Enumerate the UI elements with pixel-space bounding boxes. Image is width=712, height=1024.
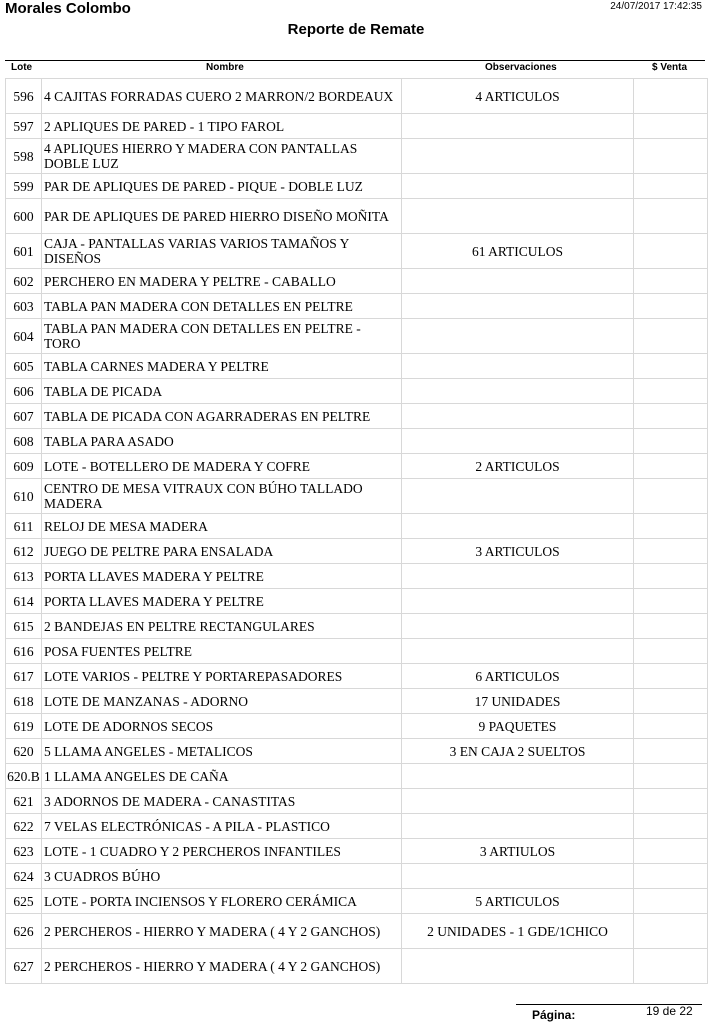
nombre-cell: PAR DE APLIQUES DE PARED HIERRO DISEÑO MOÑITA <box>42 199 402 234</box>
table-row <box>6 539 708 564</box>
lote-cell: 608 <box>6 429 42 454</box>
venta-cell <box>634 79 708 114</box>
table-row <box>6 479 708 514</box>
table-row <box>6 889 708 914</box>
table-row <box>6 839 708 864</box>
nombre-cell: 7 VELAS ELECTRÓNICAS - A PILA - PLASTICO <box>42 814 402 839</box>
column-header-venta: $ Venta <box>652 62 688 73</box>
nombre-cell: 2 APLIQUES DE PARED - 1 TIPO FAROL <box>42 114 402 139</box>
venta-cell <box>634 404 708 429</box>
table-row <box>6 454 708 479</box>
observaciones-cell: 4 ARTICULOS <box>402 79 634 114</box>
observaciones-cell <box>402 514 634 539</box>
column-header-observaciones: Observaciones <box>485 62 557 73</box>
lote-cell: 612 <box>6 539 42 564</box>
observaciones-cell <box>402 564 634 589</box>
observaciones-cell <box>402 174 634 199</box>
lote-cell: 613 <box>6 564 42 589</box>
venta-cell <box>634 479 708 514</box>
table-row <box>6 379 708 404</box>
lote-cell: 605 <box>6 354 42 379</box>
observaciones-cell <box>402 319 634 354</box>
lote-cell: 618 <box>6 689 42 714</box>
table-row <box>6 174 708 199</box>
table-row <box>6 294 708 319</box>
lote-cell: 596 <box>6 79 42 114</box>
table-row <box>6 639 708 664</box>
venta-cell <box>634 839 708 864</box>
venta-cell <box>634 789 708 814</box>
table-row <box>6 814 708 839</box>
lote-cell: 604 <box>6 319 42 354</box>
nombre-cell: LOTE - BOTELLERO DE MADERA Y COFRE <box>42 454 402 479</box>
table-row <box>6 949 708 984</box>
observaciones-cell: 17 UNIDADES <box>402 689 634 714</box>
observaciones-cell <box>402 814 634 839</box>
observaciones-cell <box>402 139 634 174</box>
venta-cell <box>634 689 708 714</box>
lote-cell: 607 <box>6 404 42 429</box>
lote-cell: 615 <box>6 614 42 639</box>
observaciones-cell: 6 ARTICULOS <box>402 664 634 689</box>
venta-cell <box>634 739 708 764</box>
venta-cell <box>634 139 708 174</box>
venta-cell <box>634 589 708 614</box>
table-row <box>6 564 708 589</box>
venta-cell <box>634 914 708 949</box>
venta-cell <box>634 269 708 294</box>
lote-cell: 609 <box>6 454 42 479</box>
nombre-cell: 4 APLIQUES HIERRO Y MADERA CON PANTALLAS DOBLE LUZ <box>42 139 402 174</box>
table-row <box>6 429 708 454</box>
observaciones-cell <box>402 379 634 404</box>
nombre-cell: PORTA LLAVES MADERA Y PELTRE <box>42 564 402 589</box>
nombre-cell: PORTA LLAVES MADERA Y PELTRE <box>42 589 402 614</box>
lote-cell: 611 <box>6 514 42 539</box>
nombre-cell: 5 LLAMA ANGELES - METALICOS <box>42 739 402 764</box>
report-title: Reporte de Remate <box>287 21 425 38</box>
observaciones-cell <box>402 864 634 889</box>
table-row <box>6 589 708 614</box>
venta-cell <box>634 564 708 589</box>
lote-cell: 619 <box>6 714 42 739</box>
venta-cell <box>634 864 708 889</box>
lote-cell: 601 <box>6 234 42 269</box>
venta-cell <box>634 199 708 234</box>
observaciones-cell: 2 ARTICULOS <box>402 454 634 479</box>
nombre-cell: CAJA - PANTALLAS VARIAS VARIOS TAMAÑOS Y DISEÑOS <box>42 234 402 269</box>
table-row <box>6 114 708 139</box>
lote-cell: 620 <box>6 739 42 764</box>
observaciones-cell <box>402 294 634 319</box>
nombre-cell: 3 CUADROS BÚHO <box>42 864 402 889</box>
lote-cell: 603 <box>6 294 42 319</box>
lote-cell: 623 <box>6 839 42 864</box>
observaciones-cell <box>402 404 634 429</box>
nombre-cell: LOTE - 1 CUADRO Y 2 PERCHEROS INFANTILES <box>42 839 402 864</box>
observaciones-cell <box>402 479 634 514</box>
table-row <box>6 664 708 689</box>
lote-cell: 627 <box>6 949 42 984</box>
nombre-cell: 2 PERCHEROS - HIERRO Y MADERA ( 4 Y 2 GANCHOS) <box>42 949 402 984</box>
table-row <box>6 714 708 739</box>
observaciones-cell: 2 UNIDADES - 1 GDE/1CHICO <box>402 914 634 949</box>
nombre-cell: RELOJ DE MESA MADERA <box>42 514 402 539</box>
auction-table-wrapper <box>5 78 707 984</box>
auction-table <box>5 78 708 984</box>
table-row <box>6 269 708 294</box>
observaciones-cell: 5 ARTICULOS <box>402 889 634 914</box>
nombre-cell: 2 BANDEJAS EN PELTRE RECTANGULARES <box>42 614 402 639</box>
header-divider <box>5 60 705 61</box>
observaciones-cell <box>402 354 634 379</box>
lote-cell: 616 <box>6 639 42 664</box>
nombre-cell: LOTE DE MANZANAS - ADORNO <box>42 689 402 714</box>
venta-cell <box>634 174 708 199</box>
venta-cell <box>634 514 708 539</box>
observaciones-cell <box>402 114 634 139</box>
lote-cell: 606 <box>6 379 42 404</box>
company-name: Morales Colombo <box>5 0 131 17</box>
nombre-cell: PAR DE APLIQUES DE PARED - PIQUE - DOBLE LUZ <box>42 174 402 199</box>
lote-cell: 598 <box>6 139 42 174</box>
observaciones-cell <box>402 199 634 234</box>
venta-cell <box>634 814 708 839</box>
observaciones-cell: 3 EN CAJA 2 SUELTOS <box>402 739 634 764</box>
venta-cell <box>634 354 708 379</box>
venta-cell <box>634 714 708 739</box>
column-header-nombre: Nombre <box>206 62 244 73</box>
observaciones-cell <box>402 429 634 454</box>
observaciones-cell: 3 ARTICULOS <box>402 539 634 564</box>
nombre-cell: TABLA DE PICADA CON AGARRADERAS EN PELTRE <box>42 404 402 429</box>
lote-cell: 624 <box>6 864 42 889</box>
observaciones-cell <box>402 949 634 984</box>
nombre-cell: TABLA DE PICADA <box>42 379 402 404</box>
venta-cell <box>634 889 708 914</box>
observaciones-cell: 3 ARTIULOS <box>402 839 634 864</box>
venta-cell <box>634 614 708 639</box>
venta-cell <box>634 294 708 319</box>
lote-cell: 621 <box>6 789 42 814</box>
venta-cell <box>634 234 708 269</box>
auction-table-body <box>6 79 708 984</box>
table-row <box>6 864 708 889</box>
nombre-cell: LOTE - PORTA INCIENSOS Y FLORERO CERÁMICA <box>42 889 402 914</box>
lote-cell: 626 <box>6 914 42 949</box>
nombre-cell: POSA FUENTES PELTRE <box>42 639 402 664</box>
nombre-cell: TABLA PAN MADERA CON DETALLES EN PELTRE <box>42 294 402 319</box>
column-header-lote: Lote <box>11 62 33 73</box>
report-datetime: 24/07/2017 17:42:35 <box>610 1 702 12</box>
nombre-cell: 4 CAJITAS FORRADAS CUERO 2 MARRON/2 BORDEAUX <box>42 79 402 114</box>
lote-cell: 622 <box>6 814 42 839</box>
observaciones-cell <box>402 614 634 639</box>
lote-cell: 617 <box>6 664 42 689</box>
observaciones-cell <box>402 589 634 614</box>
venta-cell <box>634 379 708 404</box>
lote-cell: 600 <box>6 199 42 234</box>
lote-cell: 599 <box>6 174 42 199</box>
page-label: Página: <box>532 1008 576 1022</box>
nombre-cell: LOTE VARIOS - PELTRE Y PORTAREPASADORES <box>42 664 402 689</box>
table-row <box>6 739 708 764</box>
venta-cell <box>634 639 708 664</box>
venta-cell <box>634 319 708 354</box>
observaciones-cell <box>402 269 634 294</box>
table-row <box>6 914 708 949</box>
nombre-cell: TABLA CARNES MADERA Y PELTRE <box>42 354 402 379</box>
table-row <box>6 514 708 539</box>
table-row <box>6 79 708 114</box>
venta-cell <box>634 429 708 454</box>
table-row <box>6 234 708 269</box>
table-row <box>6 614 708 639</box>
table-row <box>6 404 708 429</box>
venta-cell <box>634 114 708 139</box>
table-row <box>6 689 708 714</box>
table-row <box>6 199 708 234</box>
nombre-cell: PERCHERO EN MADERA Y PELTRE - CABALLO <box>42 269 402 294</box>
nombre-cell: TABLA PARA ASADO <box>42 429 402 454</box>
lote-cell: 625 <box>6 889 42 914</box>
observaciones-cell: 61 ARTICULOS <box>402 234 634 269</box>
table-row <box>6 319 708 354</box>
lote-cell: 602 <box>6 269 42 294</box>
observaciones-cell <box>402 639 634 664</box>
nombre-cell: TABLA PAN MADERA CON DETALLES EN PELTRE - TORO <box>42 319 402 354</box>
nombre-cell: CENTRO DE MESA VITRAUX CON BÚHO TALLADO MADERA <box>42 479 402 514</box>
venta-cell <box>634 454 708 479</box>
table-row <box>6 354 708 379</box>
table-row <box>6 139 708 174</box>
venta-cell <box>634 664 708 689</box>
venta-cell <box>634 949 708 984</box>
nombre-cell: 1 LLAMA ANGELES DE CAÑA <box>42 764 402 789</box>
lote-cell: 610 <box>6 479 42 514</box>
observaciones-cell <box>402 764 634 789</box>
table-row <box>6 789 708 814</box>
nombre-cell: LOTE DE ADORNOS SECOS <box>42 714 402 739</box>
page-number: 19 de 22 <box>646 1004 693 1018</box>
lote-cell: 614 <box>6 589 42 614</box>
lote-cell: 597 <box>6 114 42 139</box>
lote-cell: 620.B <box>6 764 42 789</box>
nombre-cell: 3 ADORNOS DE MADERA - CANASTITAS <box>42 789 402 814</box>
observaciones-cell: 9 PAQUETES <box>402 714 634 739</box>
venta-cell <box>634 764 708 789</box>
table-row <box>6 764 708 789</box>
nombre-cell: 2 PERCHEROS - HIERRO Y MADERA ( 4 Y 2 GANCHOS) <box>42 914 402 949</box>
venta-cell <box>634 539 708 564</box>
nombre-cell: JUEGO DE PELTRE PARA ENSALADA <box>42 539 402 564</box>
observaciones-cell <box>402 789 634 814</box>
